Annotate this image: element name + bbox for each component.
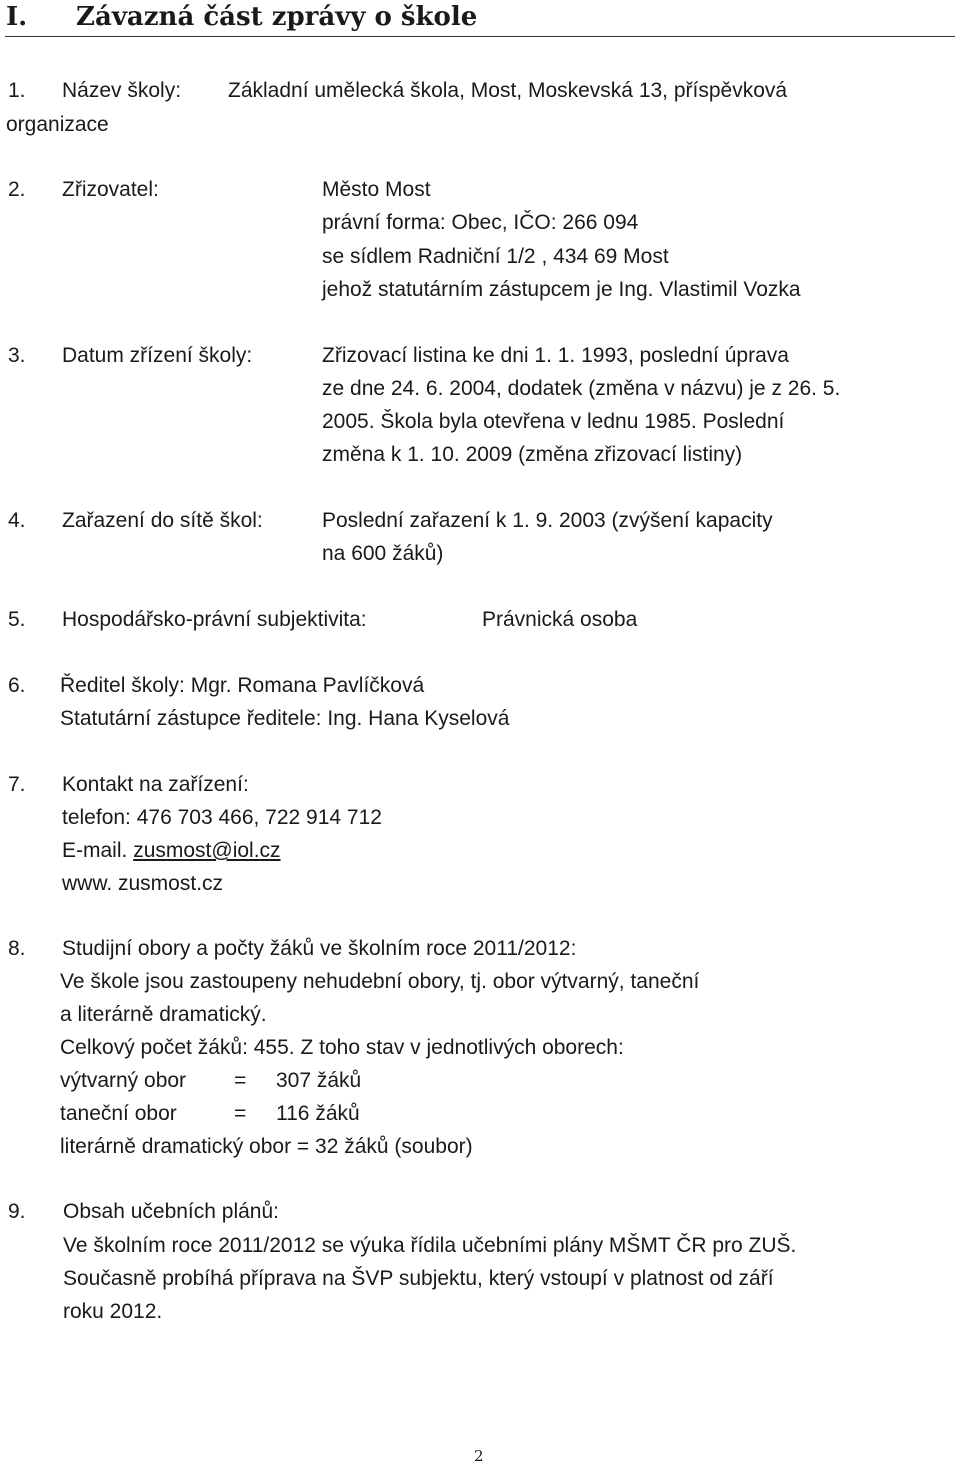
curriculum-label: Obsah učebních plánů: <box>63 1200 279 1223</box>
total-students: Celkový počet žáků: 455. Z toho stav v jednotlivých oborech: <box>60 1036 624 1059</box>
director: Ředitel školy: Mgr. Romana Pavlíčková <box>60 674 425 697</box>
contact-label: Kontakt na zařízení: <box>62 773 249 796</box>
program-row-literary: literárně dramatický obor = 32 žáků (soubor) <box>60 1135 473 1158</box>
deputy-director: Statutární zástupce ředitele: Ing. Hana Kyselová <box>60 707 510 730</box>
legal-subjectivity-label: Hospodářsko-právní subjektivita: <box>62 608 367 631</box>
program-row-name: výtvarný obor <box>60 1069 187 1092</box>
heading-divider <box>5 36 955 37</box>
section-9-number: 9. <box>8 1200 26 1223</box>
network-line: na 600 žáků) <box>322 542 444 565</box>
program-row-eq: = <box>234 1069 247 1092</box>
founder-line: jehož statutárním zástupcem je Ing. Vlastimil Vozka <box>322 278 801 301</box>
contact-phone: telefon: 476 703 466, 722 914 712 <box>62 806 382 829</box>
founder-line: Město Most <box>322 178 431 201</box>
page-title: Závazná část zprávy o škole <box>76 2 478 32</box>
curriculum-line: Ve školním roce 2011/2012 se výuka řídila učebními plány MŠMT ČR pro ZUŠ. <box>63 1234 797 1257</box>
founding-date-line: 2005. Škola byla otevřena v lednu 1985. Poslední <box>322 410 785 433</box>
section-3-number: 3. <box>8 344 26 367</box>
curriculum-line: roku 2012. <box>63 1300 163 1323</box>
program-row-eq: = <box>234 1102 247 1125</box>
page-number: 2 <box>474 1447 484 1465</box>
network-label: Zařazení do sítě škol: <box>62 509 263 532</box>
contact-web: www. zusmost.cz <box>62 872 224 895</box>
founder-line: právní forma: Obec, IČO: 266 094 <box>322 211 639 234</box>
legal-subjectivity-value: Právnická osoba <box>482 608 638 631</box>
section-6-number: 6. <box>8 674 26 697</box>
school-name-value: Základní umělecká škola, Most, Moskevská 13, příspěvková <box>228 79 788 102</box>
programs-text: a literárně dramatický. <box>60 1003 267 1026</box>
founding-date-line: změna k 1. 10. 2009 (změna zřizovací listiny) <box>322 443 743 466</box>
founding-date-label: Datum zřízení školy: <box>62 344 253 367</box>
section-1-number: 1. <box>8 79 26 102</box>
founding-date-line: ze dne 24. 6. 2004, dodatek (změna v názvu) je z 26. 5. <box>322 377 841 400</box>
email-prefix: E-mail. <box>62 839 128 862</box>
program-row-count: 307 žáků <box>276 1069 362 1092</box>
programs-text: Ve škole jsou zastoupeny nehudební obory, tj. obor výtvarný, taneční <box>60 970 700 993</box>
school-name-value-cont: organizace <box>6 113 109 136</box>
curriculum-line: Současně probíhá příprava na ŠVP subjektu, který vstoupí v platnost od září <box>63 1267 774 1290</box>
programs-label: Studijní obory a počty žáků ve školním roce 2011/2012: <box>62 937 577 960</box>
school-name-label: Název školy: <box>62 79 182 102</box>
section-8-number: 8. <box>8 937 26 960</box>
heading-number: I. <box>6 2 28 32</box>
section-2-number: 2. <box>8 178 26 201</box>
founder-line: se sídlem Radniční 1/2 , 434 69 Most <box>322 245 669 268</box>
program-row-count: 116 žáků <box>276 1102 360 1125</box>
section-5-number: 5. <box>8 608 26 631</box>
founding-date-line: Zřizovací listina ke dni 1. 1. 1993, poslední úprava <box>322 344 789 367</box>
contact-email <box>62 840 281 861</box>
email-link[interactable]: zusmost@iol.cz <box>133 839 281 862</box>
program-row-name: taneční obor <box>60 1102 177 1125</box>
section-4-number: 4. <box>8 509 26 532</box>
network-line: Poslední zařazení k 1. 9. 2003 (zvýšení kapacity <box>322 509 773 532</box>
founder-label: Zřizovatel: <box>62 178 159 201</box>
section-7-number: 7. <box>8 773 26 796</box>
